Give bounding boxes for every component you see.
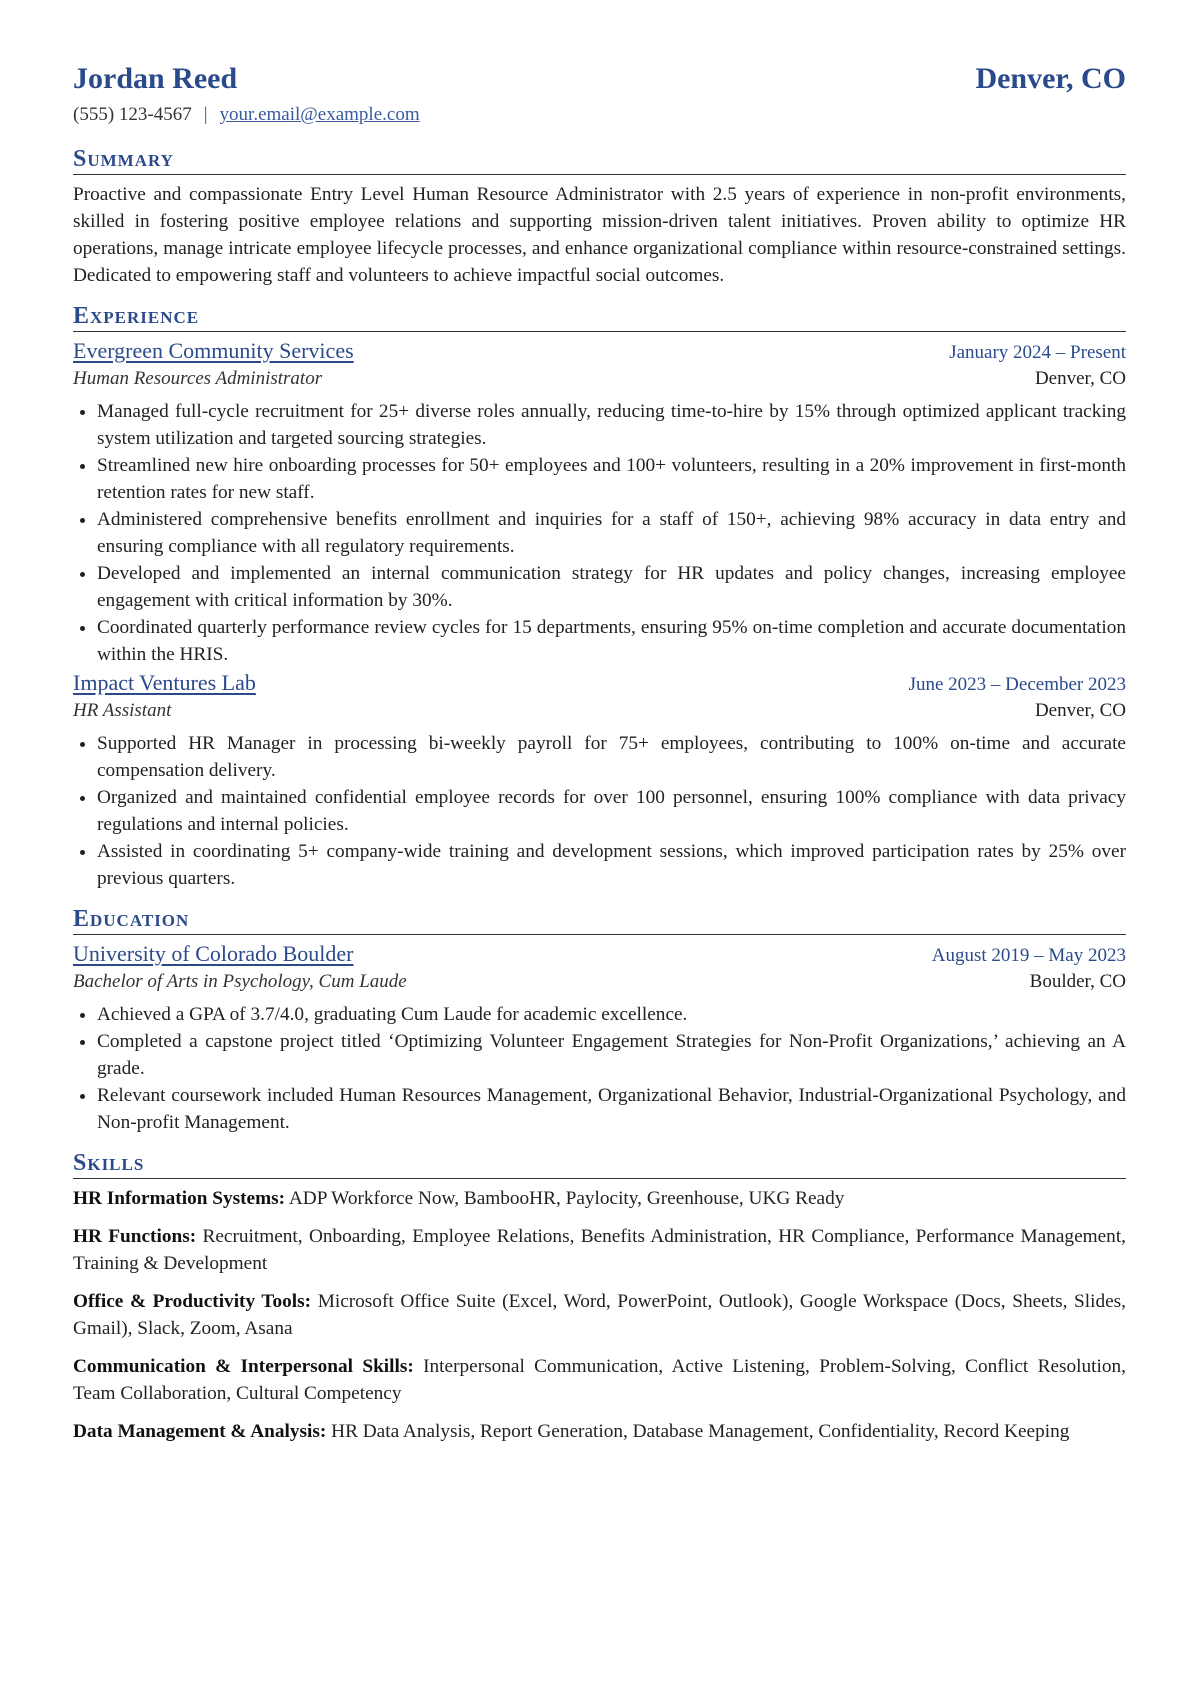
entry-location: Denver, CO [1034, 368, 1126, 389]
summary-heading: Summary [73, 146, 1126, 175]
contact-line [73, 104, 1126, 126]
bullet-item: • Coordinated quarterly performance review cycles for 15 departments, ensuring 95% on-time completion and accurate documentation within the HRIS. [97, 614, 1126, 668]
entry-title-row [73, 338, 1126, 364]
bullet-item: • Managed full-cycle recruitment for 25+ diverse roles annually, reducing time-to-hire by 15% through optimized applicant tracking system utilization and targeted sourcing strategies. [97, 398, 1126, 452]
skill-line [73, 1288, 1126, 1342]
skill-values: Recruitment, Onboarding, Employee Relations, Benefits Administration, HR Compliance, Performance Management, Training & Development [73, 1226, 1126, 1274]
skill-line [73, 1223, 1126, 1277]
bullet-list [73, 398, 1126, 668]
bullet-item: • Relevant coursework included Human Resources Management, Organizational Behavior, Industrial-Organizational Psychology, and Non-profit Management. [97, 1082, 1126, 1136]
bullet-item: • Assisted in coordinating 5+ company-wide training and development sessions, which improved participation rates by 25% over previous quarters. [97, 838, 1126, 892]
degree-title: Bachelor of Arts in Psychology, Cum Laude [73, 971, 407, 992]
entry-dates: June 2023 – December 2023 [908, 674, 1126, 695]
bullet-item: • Completed a capstone project titled ‘Optimizing Volunteer Engagement Strategies for Non-Profit Organizations,’ achieving an A grade. [97, 1028, 1126, 1082]
candidate-location: Denver, CO [975, 62, 1126, 95]
bullet-item: • Streamlined new hire onboarding processes for 50+ employees and 100+ volunteers, resulting in a 20% improvement in first-month retention rates for new staff. [97, 452, 1126, 506]
bullet-item: • Supported HR Manager in processing bi-weekly payroll for 75+ employees, contributing to 100% on-time and accurate compensation delivery. [97, 730, 1126, 784]
phone-number: (555) 123-4567 [73, 104, 192, 125]
education-entry [73, 941, 1126, 1136]
bullet-item: • Organized and maintained confidential employee records for over 100 personnel, ensuring 100% compliance with data privacy regulations and internal policies. [97, 784, 1126, 838]
entry-title-row [73, 670, 1126, 696]
skill-values: ADP Workforce Now, BambooHR, Paylocity, Greenhouse, UKG Ready [288, 1188, 845, 1209]
experience-heading: Experience [73, 303, 1126, 332]
entry-dates: January 2024 – Present [949, 342, 1126, 363]
organization-link[interactable]: Evergreen Community Services [73, 338, 354, 363]
skill-category: Data Management & Analysis: [73, 1421, 327, 1442]
entry-role-row [73, 700, 1126, 722]
skill-values: Interpersonal Communication, Active Listening, Problem-Solving, Conflict Resolution, Team Collaboration, Cultural Competency [73, 1356, 1126, 1404]
skill-values: HR Data Analysis, Report Generation, Database Management, Confidentiality, Record Keeping [331, 1421, 1070, 1442]
bullet-list [73, 1001, 1126, 1136]
skill-category: HR Information Systems: [73, 1188, 286, 1209]
skill-category: HR Functions: [73, 1226, 197, 1247]
resume-header [73, 62, 1126, 96]
email-link[interactable]: your.email@example.com [219, 104, 420, 125]
summary-text: Proactive and compassionate Entry Level Human Resource Administrator with 2.5 years of experience in non-profit environments, skilled in fostering positive employee relations and supporting mission-driven talent initiatives. Proven ability to optimize HR operations, manage intricate employee lifecycle processes, and enhance organizational compliance within resource-constrained settings. Dedicated to empowering staff and volunteers to achieve impactful social outcomes. [73, 184, 1126, 286]
bullet-item: • Administered comprehensive benefits enrollment and inquiries for a staff of 150+, achieving 98% accuracy in data entry and ensuring compliance with all regulatory requirements. [97, 506, 1126, 560]
candidate-name: Jordan Reed [73, 62, 238, 95]
experience-entry [73, 670, 1126, 892]
bullet-list [73, 730, 1126, 892]
skill-line [73, 1353, 1126, 1407]
skill-line [73, 1185, 1126, 1212]
entry-role-row [73, 971, 1126, 993]
job-title: HR Assistant [73, 700, 172, 721]
contact-separator: | [203, 104, 208, 125]
entry-dates: August 2019 – May 2023 [931, 945, 1126, 966]
entry-location: Boulder, CO [1029, 971, 1126, 992]
organization-link[interactable]: Impact Ventures Lab [73, 670, 256, 695]
resume-page [73, 62, 1126, 1456]
entry-location: Denver, CO [1034, 700, 1126, 721]
bullet-item: • Developed and implemented an internal communication strategy for HR updates and policy changes, increasing employee engagement with critical information by 30%. [97, 560, 1126, 614]
skill-line [73, 1418, 1126, 1445]
bullet-item: • Achieved a GPA of 3.7/4.0, graduating Cum Laude for academic excellence. [97, 1001, 1126, 1028]
entry-role-row [73, 368, 1126, 390]
skill-values: Microsoft Office Suite (Excel, Word, PowerPoint, Outlook), Google Workspace (Docs, Sheets, Slides, Gmail), Slack, Zoom, Asana [73, 1291, 1126, 1339]
job-title: Human Resources Administrator [73, 368, 323, 389]
skills-heading: Skills [73, 1150, 1126, 1179]
experience-entry [73, 338, 1126, 668]
skill-category: Office & Productivity Tools: [73, 1291, 312, 1312]
skill-category: Communication & Interpersonal Skills: [73, 1356, 414, 1377]
education-heading: Education [73, 906, 1126, 935]
institution-link[interactable]: University of Colorado Boulder [73, 941, 354, 966]
entry-title-row [73, 941, 1126, 967]
